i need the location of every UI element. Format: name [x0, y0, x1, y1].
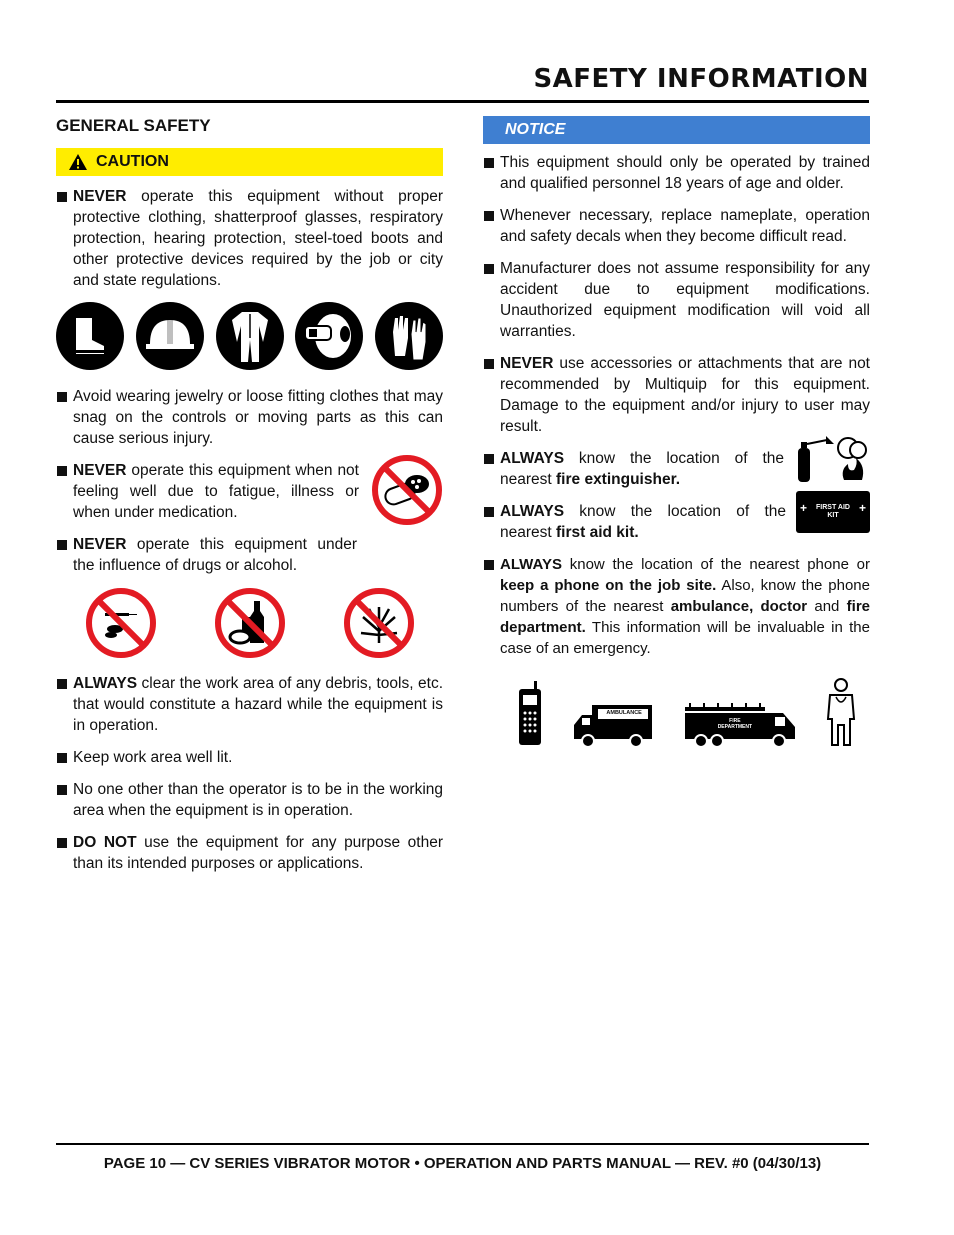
- item-bold: ambulance, doctor: [670, 598, 808, 615]
- hard-hat-icon: [136, 302, 204, 370]
- item-text: and: [807, 598, 847, 615]
- list-item: [56, 779, 443, 821]
- item-text: No one other than the operator is to be in the working area when the equipment is in operation.: [73, 781, 443, 819]
- notice-label: NOTICE: [505, 121, 566, 138]
- ambulance-icon: [572, 703, 654, 747]
- item-text: Whenever necessary, replace nameplate, operation and safety decals when they become difficult read.: [500, 207, 870, 245]
- item-lead: ALWAYS: [500, 556, 562, 573]
- warning-triangle-icon: [68, 153, 88, 171]
- caution-banner: [56, 148, 443, 176]
- no-marijuana-icon: [343, 587, 415, 659]
- list-item: [483, 554, 870, 659]
- fire-truck-label-2: DEPARTMENT: [717, 724, 753, 730]
- doctor-icon: [826, 677, 856, 747]
- item-text: know the location of the nearest: [500, 503, 786, 541]
- item-lead: DO NOT: [73, 834, 137, 851]
- footer-rule: [56, 1143, 869, 1145]
- item-text: know the location of the nearest: [500, 450, 784, 488]
- left-column: [56, 112, 443, 885]
- notice-banner: [483, 116, 870, 144]
- section-title: GENERAL SAFETY: [56, 116, 211, 135]
- page-footer: PAGE 10 — CV SERIES VIBRATOR MOTOR • OPERATION AND PARTS MANUAL — REV. #0 (04/30/13): [103, 1155, 822, 1172]
- first-aid-kit-icon: [796, 491, 870, 533]
- fire-truck-label: FIRE: [729, 718, 741, 724]
- fire-extinguisher-icon: [794, 434, 870, 484]
- item-text: use the equipment for any purpose other than its intended purposes or applications.: [73, 834, 443, 872]
- header-rule: [56, 100, 869, 103]
- first-aid-row: [483, 501, 870, 554]
- item-lead: ALWAYS: [73, 675, 138, 692]
- item-lead: ALWAYS: [500, 450, 565, 467]
- list-item: [56, 460, 371, 523]
- item-text: operate this equipment when not feeling well due to fatigue, illness or when under medication.: [73, 462, 359, 521]
- item-text: clear the work area of any debris, tools, etc. that would constitute a hazard while the equipment is in operation.: [73, 675, 443, 734]
- item-text: This equipment should only be operated by trained and qualified personnel 18 years of age and older.: [500, 154, 870, 192]
- no-drugs-icon: [85, 587, 157, 659]
- list-item: [483, 501, 796, 543]
- list-item: [483, 152, 870, 194]
- list-item: [56, 534, 443, 576]
- face-shield-icon: [295, 302, 363, 370]
- item-lead: NEVER: [73, 188, 127, 205]
- plus-left-icon: +: [800, 501, 808, 515]
- no-medication-icon: [371, 454, 443, 526]
- item-text: Also, know the phone numbers of the nearest: [500, 577, 870, 615]
- no-medication-row: [56, 460, 443, 534]
- item-bold: fire department.: [500, 598, 870, 636]
- fire-truck-icon: [683, 703, 797, 747]
- ambulance-label: AMBULANCE: [606, 710, 642, 716]
- kit-label: FIRST AID: [816, 504, 850, 511]
- mobile-phone-icon: [517, 681, 543, 747]
- item-lead: NEVER: [73, 462, 127, 479]
- list-item: [56, 747, 443, 768]
- item-lead: NEVER: [73, 536, 127, 553]
- list-item: [483, 205, 870, 247]
- plus-right-icon: +: [858, 501, 866, 515]
- gloves-icon: [375, 302, 443, 370]
- item-lead: ALWAYS: [500, 503, 565, 520]
- coveralls-icon: [216, 302, 284, 370]
- prohibited-icon-row: [56, 587, 443, 659]
- caution-label: CAUTION: [96, 153, 169, 170]
- item-lead: NEVER: [500, 355, 554, 372]
- list-item: [56, 832, 443, 874]
- emergency-icon-row: [483, 677, 870, 747]
- item-text: Avoid wearing jewelry or loose fitting clothes that may snag on the controls or moving parts as this can cause serious injury.: [73, 388, 443, 447]
- kit-label-2: KIT: [827, 512, 839, 519]
- item-text: Keep work area well lit.: [73, 749, 233, 766]
- item-text: operate this equipment under the influence of drugs or alcohol.: [73, 536, 357, 574]
- item-tail: first aid kit.: [556, 524, 639, 541]
- right-column: [483, 112, 870, 747]
- item-text: use accessories or attachments that are not recommended by Multiquip for this equipment. Damage to the equipment and/or injury to user may result.: [500, 355, 870, 435]
- list-item: [483, 258, 870, 342]
- item-bold: keep a phone on the job site.: [500, 577, 717, 594]
- item-tail: fire extinguisher.: [556, 471, 681, 488]
- ppe-icon-row: [56, 302, 443, 370]
- list-item: [483, 448, 794, 490]
- safety-boot-icon: [56, 302, 124, 370]
- list-item: [483, 353, 870, 437]
- item-text: know the location of the nearest phone or: [561, 556, 870, 573]
- list-item: [56, 186, 443, 291]
- item-text: This information will be invaluable in the case of an emergency.: [500, 619, 870, 657]
- page-title: SAFETY INFORMATION: [533, 64, 869, 94]
- item-text: operate this equipment without proper protective clothing, shatterproof glasses, respiratory protection, hearing protection, steel-toed boots and other protective devices required by the job or city and state regulations.: [73, 188, 443, 289]
- item-text: Manufacturer does not assume responsibility for any accident due to equipment modifications. Unauthorized equipment modification will void all warranties.: [500, 260, 870, 340]
- list-item: [56, 673, 443, 736]
- no-alcohol-icon: [214, 587, 286, 659]
- list-item: [56, 386, 443, 449]
